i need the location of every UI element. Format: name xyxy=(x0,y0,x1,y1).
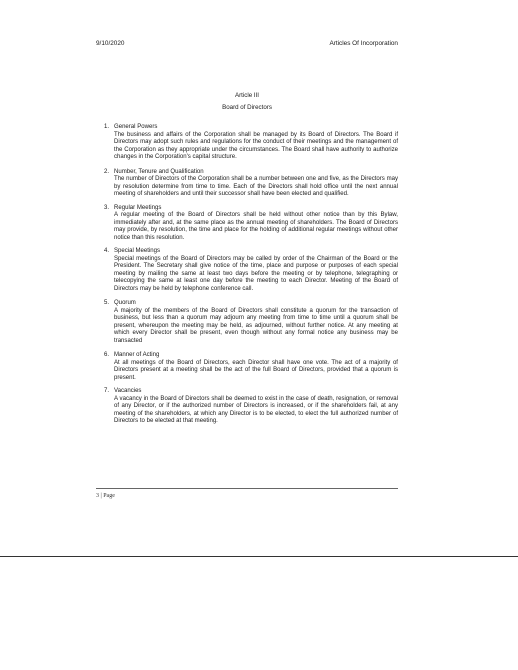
section-title: Vacancies xyxy=(114,388,142,394)
article-heading xyxy=(96,92,398,112)
document-title: Articles Of Incorporation xyxy=(329,40,398,47)
section-number: 4. xyxy=(104,248,110,254)
section-number: 7. xyxy=(104,388,110,394)
section-quorum xyxy=(106,300,398,345)
section-general-powers xyxy=(106,124,398,162)
section-title: Regular Meetings xyxy=(114,204,162,211)
section-title: Manner of Acting xyxy=(114,352,160,358)
footer-divider xyxy=(96,488,398,489)
article-subtitle: Board of Directors xyxy=(222,104,272,111)
section-regular-meetings xyxy=(106,205,398,243)
page-boundary-line xyxy=(0,556,518,557)
section-number: 5. xyxy=(104,300,110,306)
section-body: The business and affairs of the Corporation shall be managed by its Board of Directors. The Board if Directors may adopt such rules and regulations for the conduct of their meetings and the management of the Corporation as they appropriate under the circumstances. The Board shall have authority to authorize changes in the Corporation's capital structure. xyxy=(114,131,398,160)
section-body: Special meetings of the Board of Directors may be called by order of the Chairman of the Board or the President. The Secretary shall give notice of the time, place and purpose or purposes of each special meeting by mailing the same at least two days before the meeting or by telephone, telegraphing or telecopying the same at least one day before the meeting to each Director. Meeting of the Board of Directors may be held by telephone conference call. xyxy=(114,255,398,292)
section-title: General Powers xyxy=(114,124,158,130)
section-body: The number of Directors of the Corporation shall be a number between one and five, as the Directors may by resolution determine from time to time. Each of the Directors shall hold office until the next annual meeting of shareholders and until their successor shall have been elected and qualified. xyxy=(114,176,398,197)
section-title: Special Meetings xyxy=(114,248,161,254)
print-date: 9/10/2020 xyxy=(96,40,125,47)
section-special-meetings xyxy=(106,248,398,293)
section-list xyxy=(106,124,398,426)
section-title: Number, Tenure and Qualification xyxy=(114,168,204,175)
section-vacancies xyxy=(106,388,398,426)
section-body: A majority of the members of the Board of Directors shall constitute a quorum for the transaction of business, but less than a quorum may adjourn any meeting from time to time until a quorum shall be present, whereupon the meeting may be held, as adjourned, without further notice. At any meeting at which every Director shall be present, even though without any formal notice any business may be transacted xyxy=(114,307,398,344)
section-title: Quorum xyxy=(114,300,136,306)
section-number: 6. xyxy=(104,352,110,358)
section-number-tenure xyxy=(106,169,398,199)
section-manner-of-acting xyxy=(106,352,398,382)
section-number: 1. xyxy=(104,124,110,130)
page-number: 3 | Page xyxy=(96,493,115,499)
section-body: A vacancy in the Board of Directors shall be deemed to exist in the case of death, resignation, or removal of any Director, or if the authorized number of Directors is increased, or if the shareholders fail, at any meeting of the shareholders, at which any Director is to be elected, to elect the full authorized number of Directors to be elected at that meeting. xyxy=(114,395,398,424)
section-number: 3. xyxy=(104,204,110,211)
section-body: At all meetings of the Board of Directors, each Director shall have one vote. The act of a majority of Directors present at a meeting shall be the act of the full Board of Directors, provided that a quorum is present. xyxy=(114,359,398,381)
article-label: Article III xyxy=(234,92,260,99)
section-body: A regular meeting of the Board of Directors shall be held without other notice than by this Bylaw, immediately after and, at the same place as the annual meeting of shareholders. The Board of Directors may provide, by resolution, the time and place for the holding of additional regular meetings without other notice than this resolution. xyxy=(114,212,398,241)
section-number: 2. xyxy=(104,168,110,175)
